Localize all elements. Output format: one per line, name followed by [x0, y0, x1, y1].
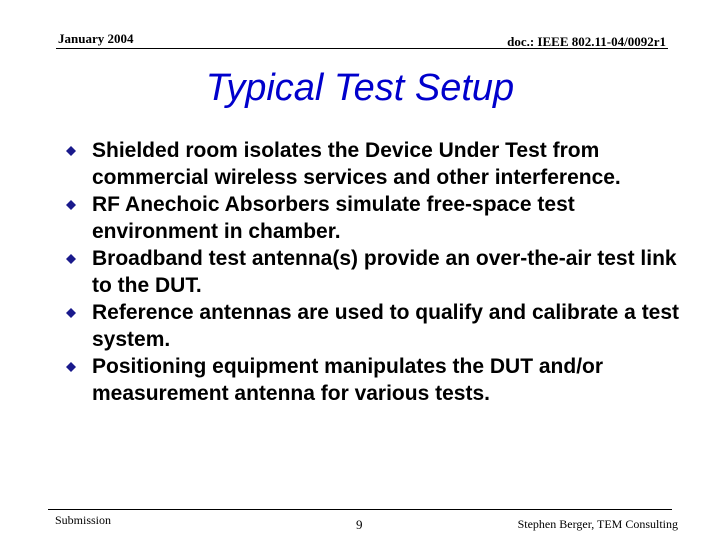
diamond-icon: [66, 254, 76, 264]
diamond-icon: [66, 362, 76, 372]
bullet-item: [60, 245, 690, 299]
page-number: 9: [356, 517, 363, 532]
bullet-text: Reference antennas are used to qualify and calibrate a test system.: [92, 301, 680, 351]
footer-author: Stephen Berger, TEM Consulting: [517, 517, 678, 531]
diamond-icon: [66, 146, 76, 156]
bullet-item: [60, 137, 690, 191]
bullet-item: [60, 191, 690, 245]
bullet-item: [60, 353, 690, 407]
slide-title: Typical Test Setup: [205, 67, 515, 109]
footer-divider: [48, 509, 672, 510]
diamond-icon: [66, 200, 76, 210]
bullet-text: Shielded room isolates the Device Under Test from commercial wireless services and other interference.: [92, 139, 621, 189]
header-doc-id: doc.: IEEE 802.11-04/0092r1: [507, 34, 666, 49]
bullet-list: [60, 137, 690, 407]
header-date: January 2004: [58, 31, 134, 46]
bullet-text: RF Anechoic Absorbers simulate free-space test environment in chamber.: [92, 193, 575, 243]
bullet-text: Positioning equipment manipulates the DUT and/or measurement antenna for various tests.: [92, 355, 604, 405]
diamond-icon: [66, 308, 76, 318]
header-divider: [56, 48, 668, 49]
footer-submission: Submission: [55, 513, 112, 527]
bullet-item: [60, 299, 690, 353]
bullet-text: Broadband test antenna(s) provide an over-the-air test link to the DUT.: [92, 247, 677, 297]
